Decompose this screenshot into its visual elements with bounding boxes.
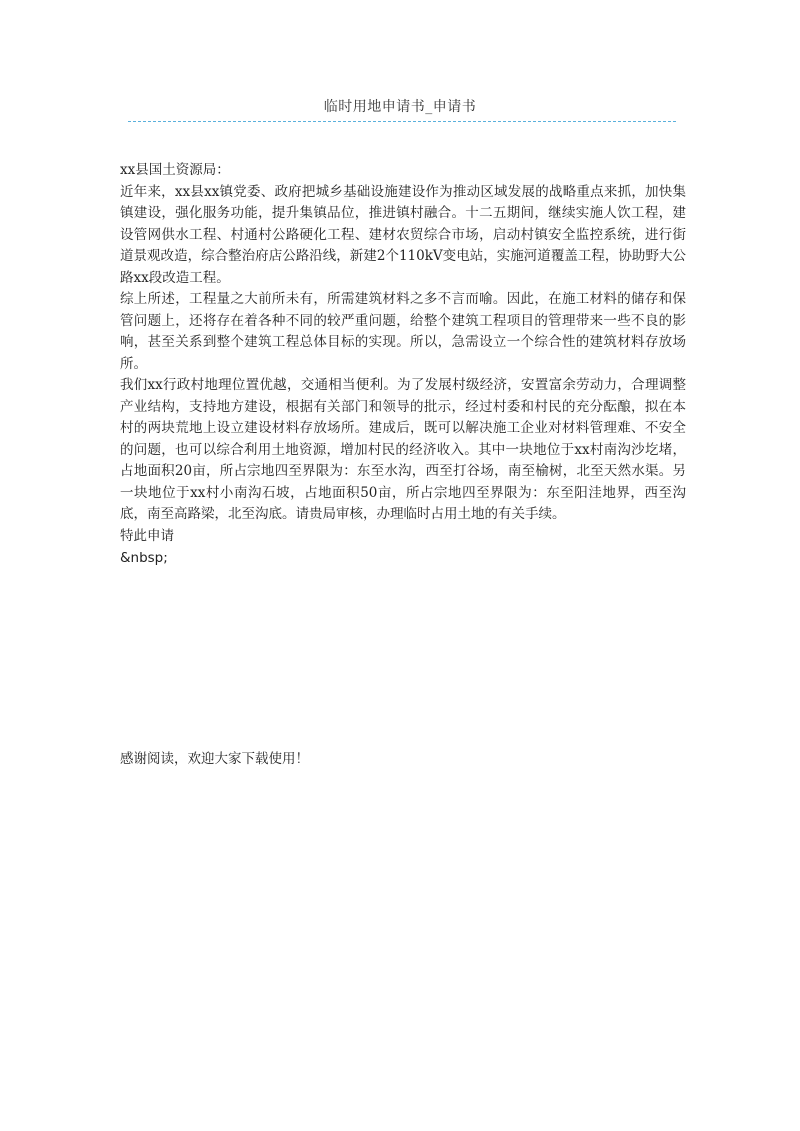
footer-thanks: 感谢阅读，欢迎大家下载使用！ bbox=[120, 751, 309, 767]
document-title: 临时用地申请书_申请书 bbox=[323, 99, 477, 115]
paragraph-2: 综上所述，工程量之大前所未有，所需建筑材料之多不言而喻。因此，在施工材料的储存和保管问题上，还将存在着各种不同的较严重问题，给整个建筑工程项目的管理带来一些不良的影响，甚至关系到整个建筑工程总体目标的实现。所以，急需设立一个综合性的建筑材料存放场所。 bbox=[120, 291, 686, 372]
paragraph-1: 近年来，xx县xx镇党委、政府把城乡基础设施建设作为推动区域发展的战略重点来抓，加快集镇建设，强化服务功能，提升集镇品位，推进镇村融合。十二五期间，继续实施人饮工程，建设管网供水工程、村通村公路硬化工程、建材农贸综合市场，启动村镇安全监控系统，进行街道景观改造，综合整治府店公路沿线，新建2个110kV变电站，实施河道覆盖工程，协助野大公路xx段改造工程。 bbox=[120, 183, 686, 286]
closing-line: 特此申请 bbox=[120, 527, 174, 544]
paragraph-3: 我们xx行政村地理位置优越，交通相当便利。为了发展村级经济，安置富余劳动力，合理调整产业结构，支持地方建设，根据有关部门和领导的批示，经过村委和村民的充分酝酿，拟在本村的两块荒地上设立建设材料存放场所。建成后，既可以解决施工企业对材料管理难、不安全的问题，也可以综合利用土地资源，增加村民的经济收入。其中一块地位于xx村南沟沙圪堵，占地面积20亩，所占宗地四至界限为：东至水沟，西至打谷场，南至榆树，北至天然水渠。另一块地位于xx村小南沟石坡，占地面积50亩，所占宗地四至界限为：东至阳洼地界，西至沟底，南至高路梁，北至沟底。请贵局审核，办理临时占用土地的有关手续。 bbox=[120, 377, 686, 522]
salutation: xx县国土资源局： bbox=[120, 162, 230, 178]
title-divider bbox=[128, 121, 676, 122]
nbsp-text: &nbsp; bbox=[120, 550, 168, 566]
document-body bbox=[120, 160, 686, 547]
